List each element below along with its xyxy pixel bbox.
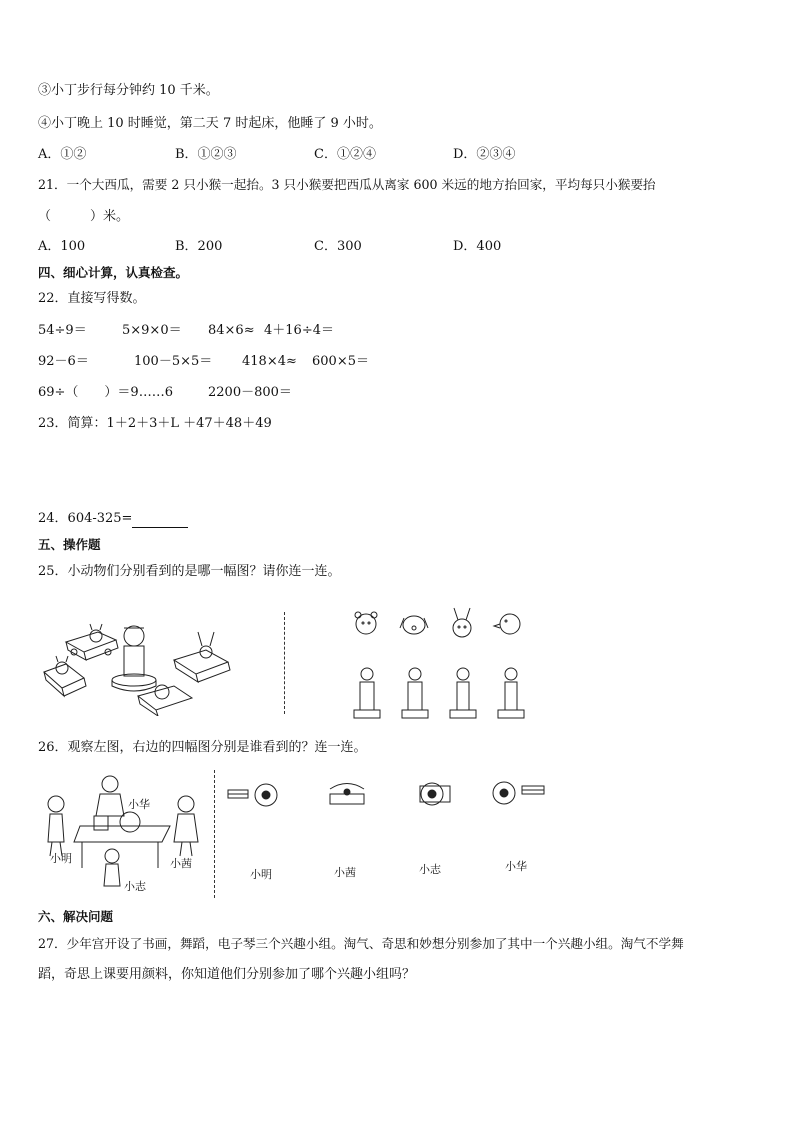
q20-option-c: C．①②④: [314, 147, 376, 162]
q21-option-d: D．400: [453, 239, 502, 254]
figure-side-left-icon: [450, 668, 476, 718]
q24-stem: [38, 510, 188, 528]
q26-view-label-1: 小明: [250, 868, 272, 881]
q26-label-xiaohua: 小华: [128, 798, 150, 811]
view-ball-book-icon: [493, 782, 544, 804]
q22-calc-10: 2200－800＝: [208, 385, 292, 400]
view-ball-book-behind-icon: [420, 783, 450, 805]
q21-option-b: B．200: [175, 239, 223, 254]
section-4-heading: 四、细心计算，认真检查。: [38, 265, 189, 280]
q26-divider: [214, 770, 215, 898]
figure-side-right-icon: [498, 668, 524, 718]
dog-head-icon: [400, 616, 428, 634]
q21-option-a: A．100: [38, 239, 86, 254]
q26-label-xiaoxi: 小茜: [170, 857, 192, 870]
q20-option-b: B．①②③: [175, 147, 237, 162]
q25-scene-figure: [38, 606, 248, 716]
q22-calc-6: 100－5×5＝: [134, 354, 213, 369]
figure-front-icon: [354, 668, 380, 718]
q24-answer-blank[interactable]: [132, 513, 188, 528]
q20-item-4: ④小丁晚上 10 时睡觉，第二天 7 时起床，他睡了 9 小时。: [38, 116, 382, 131]
q26-views: [226, 780, 556, 810]
q20-option-d: D．②③④: [453, 147, 516, 162]
view-ball-on-book-icon: [330, 784, 364, 805]
q22-calc-3: 84×6≈: [208, 323, 255, 338]
duck-head-icon: [494, 614, 520, 634]
q26-view-label-4: 小华: [505, 860, 527, 873]
q22-calc-7: 418×4≈: [242, 354, 297, 369]
q25-stem: 25．小动物们分别看到的是哪一幅图？请你连一连。: [38, 564, 341, 579]
q26-label-xiaoming: 小明: [50, 852, 72, 865]
q20-item-3: ③小丁步行每分钟约 10 千米。: [38, 83, 219, 98]
q25-divider: [284, 612, 285, 714]
section-6-heading: 六、解决问题: [38, 909, 114, 924]
q22-calc-4: 4＋16÷4＝: [264, 323, 334, 338]
q22-calc-8: 600×5＝: [312, 354, 369, 369]
q20-option-a: A．①②: [38, 147, 87, 162]
q22-calc-2: 5×9×0＝: [122, 323, 182, 338]
section-5-heading: 五、操作题: [38, 537, 101, 552]
q24-expression: 24．604-325=: [38, 511, 133, 526]
q23-stem: 23．简算：1＋2＋3＋L ＋47＋48＋49: [38, 416, 272, 431]
q25-animal-heads: [350, 606, 530, 642]
q22-calc-1: 54÷9＝: [38, 323, 87, 338]
q26-label-xiaozhi: 小志: [124, 880, 146, 893]
q25-pedestal-figures: [350, 664, 530, 720]
q27-stem-line1: 27．少年宫开设了书画，舞蹈，电子琴三个兴趣小组。淘气、奇思和妙想分别参加了其中一个兴趣小组。淘气不学舞: [38, 936, 684, 951]
q22-calc-9: 69÷（ ）＝9……6: [38, 385, 173, 400]
q22-calc-5: 92－6＝: [38, 354, 89, 369]
q26-view-label-3: 小志: [419, 863, 441, 876]
q26-stem: 26．观察左图，右边的四幅图分别是谁看到的？连一连。: [38, 740, 367, 755]
q21-stem-line1: 21．一个大西瓜，需要 2 只小猴一起抬。3 只小猴要把西瓜从离家 600 米远的地方抬回家，平均每只小猴要抬: [38, 177, 656, 192]
q22-stem: 22．直接写得数。: [38, 291, 146, 306]
q21-stem-line2: （ ）米。: [38, 209, 130, 224]
rabbit-head-icon: [453, 608, 471, 637]
view-book-ball-icon: [228, 784, 277, 806]
q27-stem-line2: 蹈，奇思上课要用颜料，你知道他们分别参加了哪个兴趣小组吗？: [38, 967, 416, 982]
q21-option-c: C．300: [314, 239, 362, 254]
bear-head-icon: [355, 612, 377, 634]
q26-view-label-2: 小茜: [334, 866, 356, 879]
figure-back-icon: [402, 668, 428, 718]
